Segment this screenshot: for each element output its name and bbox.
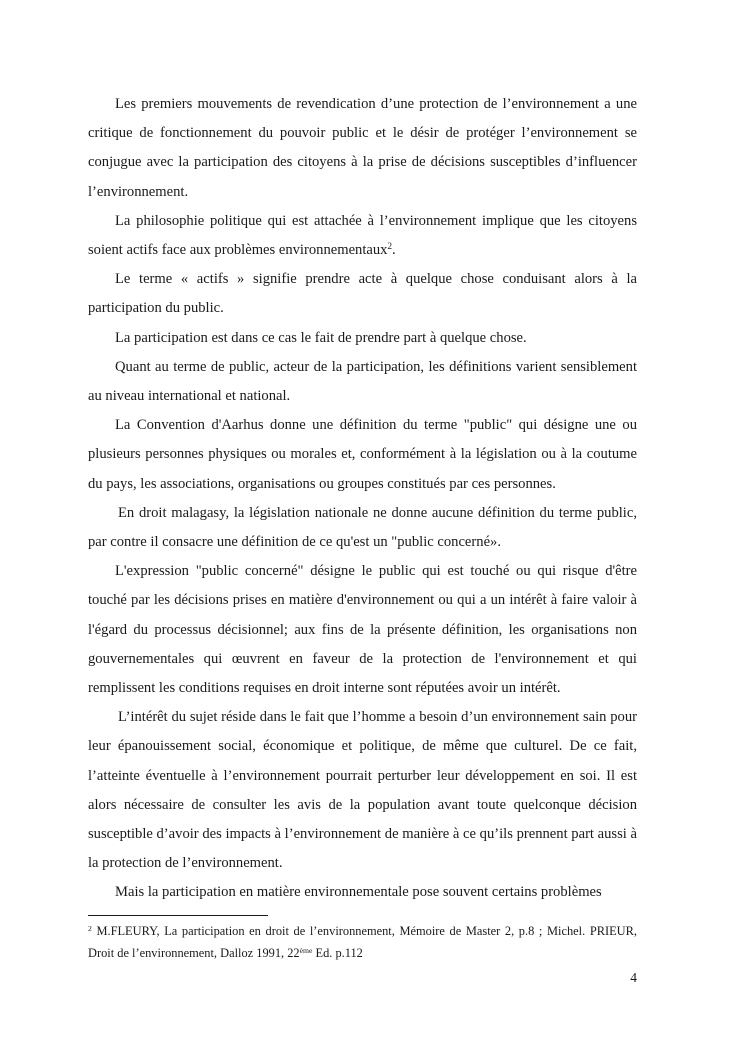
paragraph-text: La philosophie politique qui est attachée à l’environnement implique que les citoyens soient actifs face aux problèmes environnementaux bbox=[88, 212, 637, 259]
paragraph: Mais la participation en matière environnementale pose souvent certains problèmes bbox=[115, 884, 602, 901]
paragraph: L’intérêt du sujet réside dans le fait que l’homme a besoin d’un environnement sain pour leur épanouissement social, économique et politique, de même que culturel. De ce fait, l’atteinte éventuelle à l’environnement pourrait perturber leur développement en soi. Il est alors nécessaire de consulter les avis de la population avant toute quelconque décision susceptible d’avoir des impacts à l’environnement de manière à ce qu’ils prennent part aussi à la protection de l’environnement. bbox=[88, 709, 637, 872]
footnote-number: 2 bbox=[88, 923, 92, 933]
paragraph: En droit malagasy, la législation nationale ne donne aucune définition du terme public, par contre il consacre une définition de ce qu'est un "public concerné». bbox=[88, 504, 637, 551]
paragraph: Les premiers mouvements de revendication d’une protection de l’environnement a une critique de fonctionnement du pouvoir public et le désir de protéger l’environnement se conjugue avec la participation des citoyens à la prise de décisions susceptibles d’influencer l’environnement. bbox=[88, 96, 637, 200]
footnote-entry bbox=[88, 920, 637, 965]
page-number: 4 bbox=[630, 970, 637, 985]
body-text bbox=[88, 90, 637, 908]
paragraph: La Convention d'Aarhus donne une définition du terme "public" qui désigne une ou plusieurs personnes physiques ou morales et, conformément à la législation ou à la coutume du pays, les associations, organisations ou groupes constitués par ces personnes. bbox=[88, 417, 637, 492]
paragraph bbox=[88, 207, 637, 265]
footnote-text: M.FLEURY, La participation en droit de l’environnement, Mémoire de Master 2, p.8 ; Michel. PRIEUR, Droit de l’environnement, Dalloz 1991, 22 bbox=[88, 924, 637, 961]
footnote-separator bbox=[88, 915, 268, 916]
paragraph: La participation est dans ce cas le fait de prendre part à quelque chose. bbox=[115, 329, 527, 346]
paragraph: Quant au terme de public, acteur de la participation, les définitions varient sensiblement au niveau international et national. bbox=[88, 358, 637, 405]
paragraph: Le terme « actifs » signifie prendre acte à quelque chose conduisant alors à la participation du public. bbox=[88, 271, 637, 317]
footnote bbox=[88, 920, 637, 965]
footnote-superscript: ème bbox=[299, 946, 313, 956]
paragraph: L'expression "public concerné" désigne le public qui est touché ou qui risque d'être touché par les décisions prises en matière d'environnement ou qui a un intérêt à faire valoir à l'égard du processus décisionnel; aux fins de la présente définition, les organisations non gouvernementales qui œuvrent en faveur de la protection de l'environnement et qui remplissent les conditions requises en droit interne sont réputées avoir un intérêt. bbox=[88, 563, 637, 697]
paragraph-text-end: . bbox=[392, 242, 396, 259]
footnote-text-end: Ed. p.112 bbox=[312, 946, 363, 961]
footnote-reference: 2 bbox=[387, 241, 392, 252]
